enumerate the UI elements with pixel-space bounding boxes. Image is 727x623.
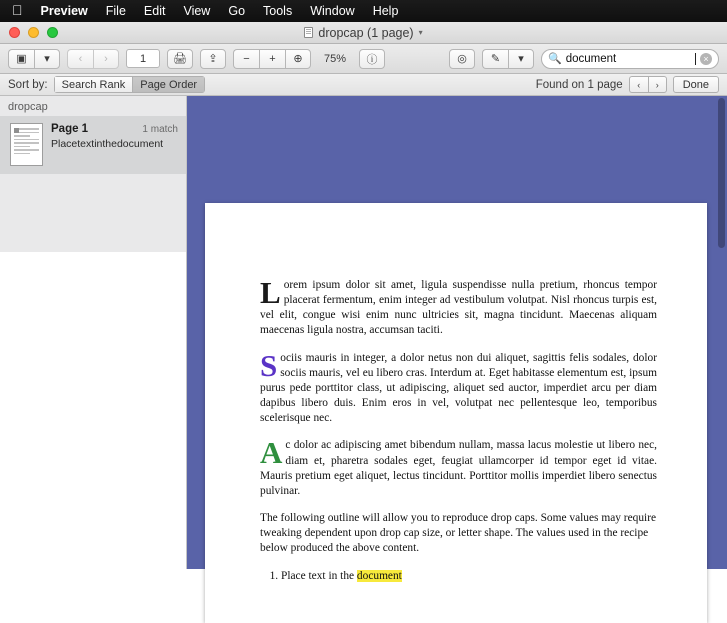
thumbnail-dropcap — [14, 128, 19, 133]
share-icon[interactable]: ⇪ — [200, 49, 226, 69]
close-icon[interactable]: × — [700, 53, 712, 65]
sort-by-label: Sort by: — [8, 78, 48, 91]
paragraph-1-text: orem ipsum dolor sit amet, ligula suspendisse nulla pretium, rhoncus tempor placerat fermentum, enim integer ad vestibulum volutpat. Nisl rhoncus turpis est, vel elit, congue wisi enim nunc ultricies sit, magna tincidunt. Maecenas aliquam maecenas ligula nostra, accumsan taciti. — [260, 279, 657, 337]
result-snippet: Placetextinthedocument — [51, 138, 164, 150]
menu-item-file[interactable]: File — [95, 4, 116, 18]
paragraph-1 — [260, 275, 657, 339]
result-header — [51, 123, 178, 135]
sidebar-options-chevron-down-icon[interactable]: ▾ — [34, 49, 60, 69]
thumbnail-line — [14, 135, 30, 137]
info-icon[interactable]: ⓘ — [359, 49, 385, 69]
sidebar-toggle-group[interactable] — [8, 49, 60, 69]
menu-item-help[interactable]: Help — [362, 4, 388, 18]
pen-group[interactable] — [482, 49, 534, 69]
sort-option-search-rank[interactable]: Search Rank — [55, 77, 133, 92]
text-caret — [695, 53, 696, 65]
sidebar-empty-area — [0, 252, 186, 569]
dropcap-letter-s: S — [260, 347, 278, 383]
menu-item-view[interactable]: View — [172, 4, 200, 18]
recipe-step-1-pre: Place text in the — [281, 569, 357, 582]
zoom-out-button[interactable]: − — [233, 49, 259, 69]
search-icon: 🔍 — [548, 53, 562, 65]
page-thumbnail[interactable] — [10, 123, 43, 166]
menu-item-window[interactable]: Window — [299, 4, 345, 18]
search-field[interactable] — [541, 49, 719, 69]
apple-icon[interactable] — [8, 3, 32, 17]
document-icon — [304, 27, 313, 38]
menu-item-preview[interactable]: Preview — [30, 4, 78, 18]
thumbnail-line — [14, 142, 39, 144]
paragraph-2-text: ociis mauris in integer, a dolor netus non dui aliquet, sagittis felis sodales, dolor sociis mauris, vel eu libero cras. Interdum at. Eget habitasse elementum est, ipsum purus pede porttitor class, ut adipiscing, aliquet sed auctor, imperdiet arcu per diam dapibus libero duis. Enim eros in vel, volutpat nec pellentesque leo, temporibus scelerisque nec. — [260, 351, 657, 425]
next-result-button[interactable]: › — [648, 76, 667, 93]
forward-button[interactable]: › — [93, 49, 119, 69]
search-results-sidebar — [0, 96, 187, 569]
menu-item-go[interactable]: Go — [217, 4, 235, 18]
paragraph-3 — [260, 435, 657, 499]
navigation-group[interactable] — [67, 49, 119, 69]
list-item — [281, 569, 657, 584]
dropcap-letter-l: L — [260, 275, 281, 310]
document-title-text: dropcap (1 page) — [318, 25, 414, 40]
list-item[interactable] — [0, 116, 186, 174]
zoom-in-button[interactable]: + — [259, 49, 285, 69]
thumbnail-line — [14, 146, 30, 148]
dropcap-letter-a: A — [260, 435, 283, 471]
pdf-page — [205, 203, 707, 623]
chevron-down-icon[interactable]: ▾ — [418, 28, 423, 37]
done-button[interactable]: Done — [673, 76, 719, 93]
pen-chevron-down-icon[interactable]: ▾ — [508, 49, 534, 69]
sort-option-page-order[interactable]: Page Order — [132, 77, 204, 92]
macos-menu-bar — [0, 0, 727, 22]
zoom-fit-button[interactable]: ⊕ — [285, 49, 311, 69]
vertical-scrollbar[interactable] — [718, 98, 725, 248]
result-meta — [51, 123, 178, 166]
previous-result-button[interactable]: ‹ — [629, 76, 648, 93]
zoom-level-label[interactable]: 75% — [323, 52, 347, 65]
window-title-bar — [0, 22, 727, 44]
result-page-title: Page 1 — [51, 123, 89, 135]
paragraph-3-text: c dolor ac adipiscing amet bibendum nullam, massa lacus molestie ut libero nec, diam et, pharetra sodales eget, feugiat ullamcorper id tempor eget id vitae. Mauris pretium eget aliquet, lectus tincidunt. Porttitor mollis imperdiet libero senectus pulvinar. — [260, 439, 657, 497]
pdf-page-content — [205, 203, 707, 584]
preview-window — [0, 22, 727, 582]
sidebar-group-title: dropcap — [8, 101, 48, 113]
window-body — [0, 96, 727, 582]
menu-item-edit[interactable]: Edit — [133, 4, 155, 18]
sidebar-toggle-button[interactable]: ▣ — [8, 49, 34, 69]
search-highlight: document — [356, 569, 402, 582]
search-results-bar — [0, 74, 727, 96]
document-title — [0, 26, 727, 40]
toolbar — [0, 44, 727, 74]
thumbnail-line — [14, 149, 39, 151]
print-icon[interactable]: 🖨 — [167, 49, 193, 69]
result-navigation[interactable] — [629, 76, 667, 93]
menu-item-tools[interactable]: Tools — [252, 4, 282, 18]
thumbnail-line — [14, 139, 39, 141]
close-button[interactable] — [9, 27, 20, 38]
zoom-button[interactable] — [47, 27, 58, 38]
outline-intro-paragraph: The following outline will allow you to reproduce drop caps. Some values may require tweaking dependent upon drop cap size, or letter shape. The values used in the recipe below produced the above content. — [260, 512, 657, 555]
found-results-label: Found on 1 page — [535, 78, 623, 91]
minimize-button[interactable] — [28, 27, 39, 38]
zoom-group[interactable] — [233, 49, 311, 69]
markup-icon[interactable]: ◎ — [449, 49, 475, 69]
paragraph-2 — [260, 347, 657, 427]
document-canvas[interactable] — [187, 96, 727, 582]
result-match-count: 1 match — [142, 124, 178, 135]
pen-icon[interactable]: ✎ — [482, 49, 508, 69]
thumbnail-line — [14, 153, 30, 155]
recipe-list — [260, 569, 657, 584]
back-button[interactable]: ‹ — [67, 49, 93, 69]
page-number-input[interactable]: 1 — [126, 49, 160, 68]
window-controls — [0, 27, 58, 38]
sort-segmented-control[interactable] — [54, 76, 205, 93]
search-input[interactable]: document — [565, 52, 617, 65]
